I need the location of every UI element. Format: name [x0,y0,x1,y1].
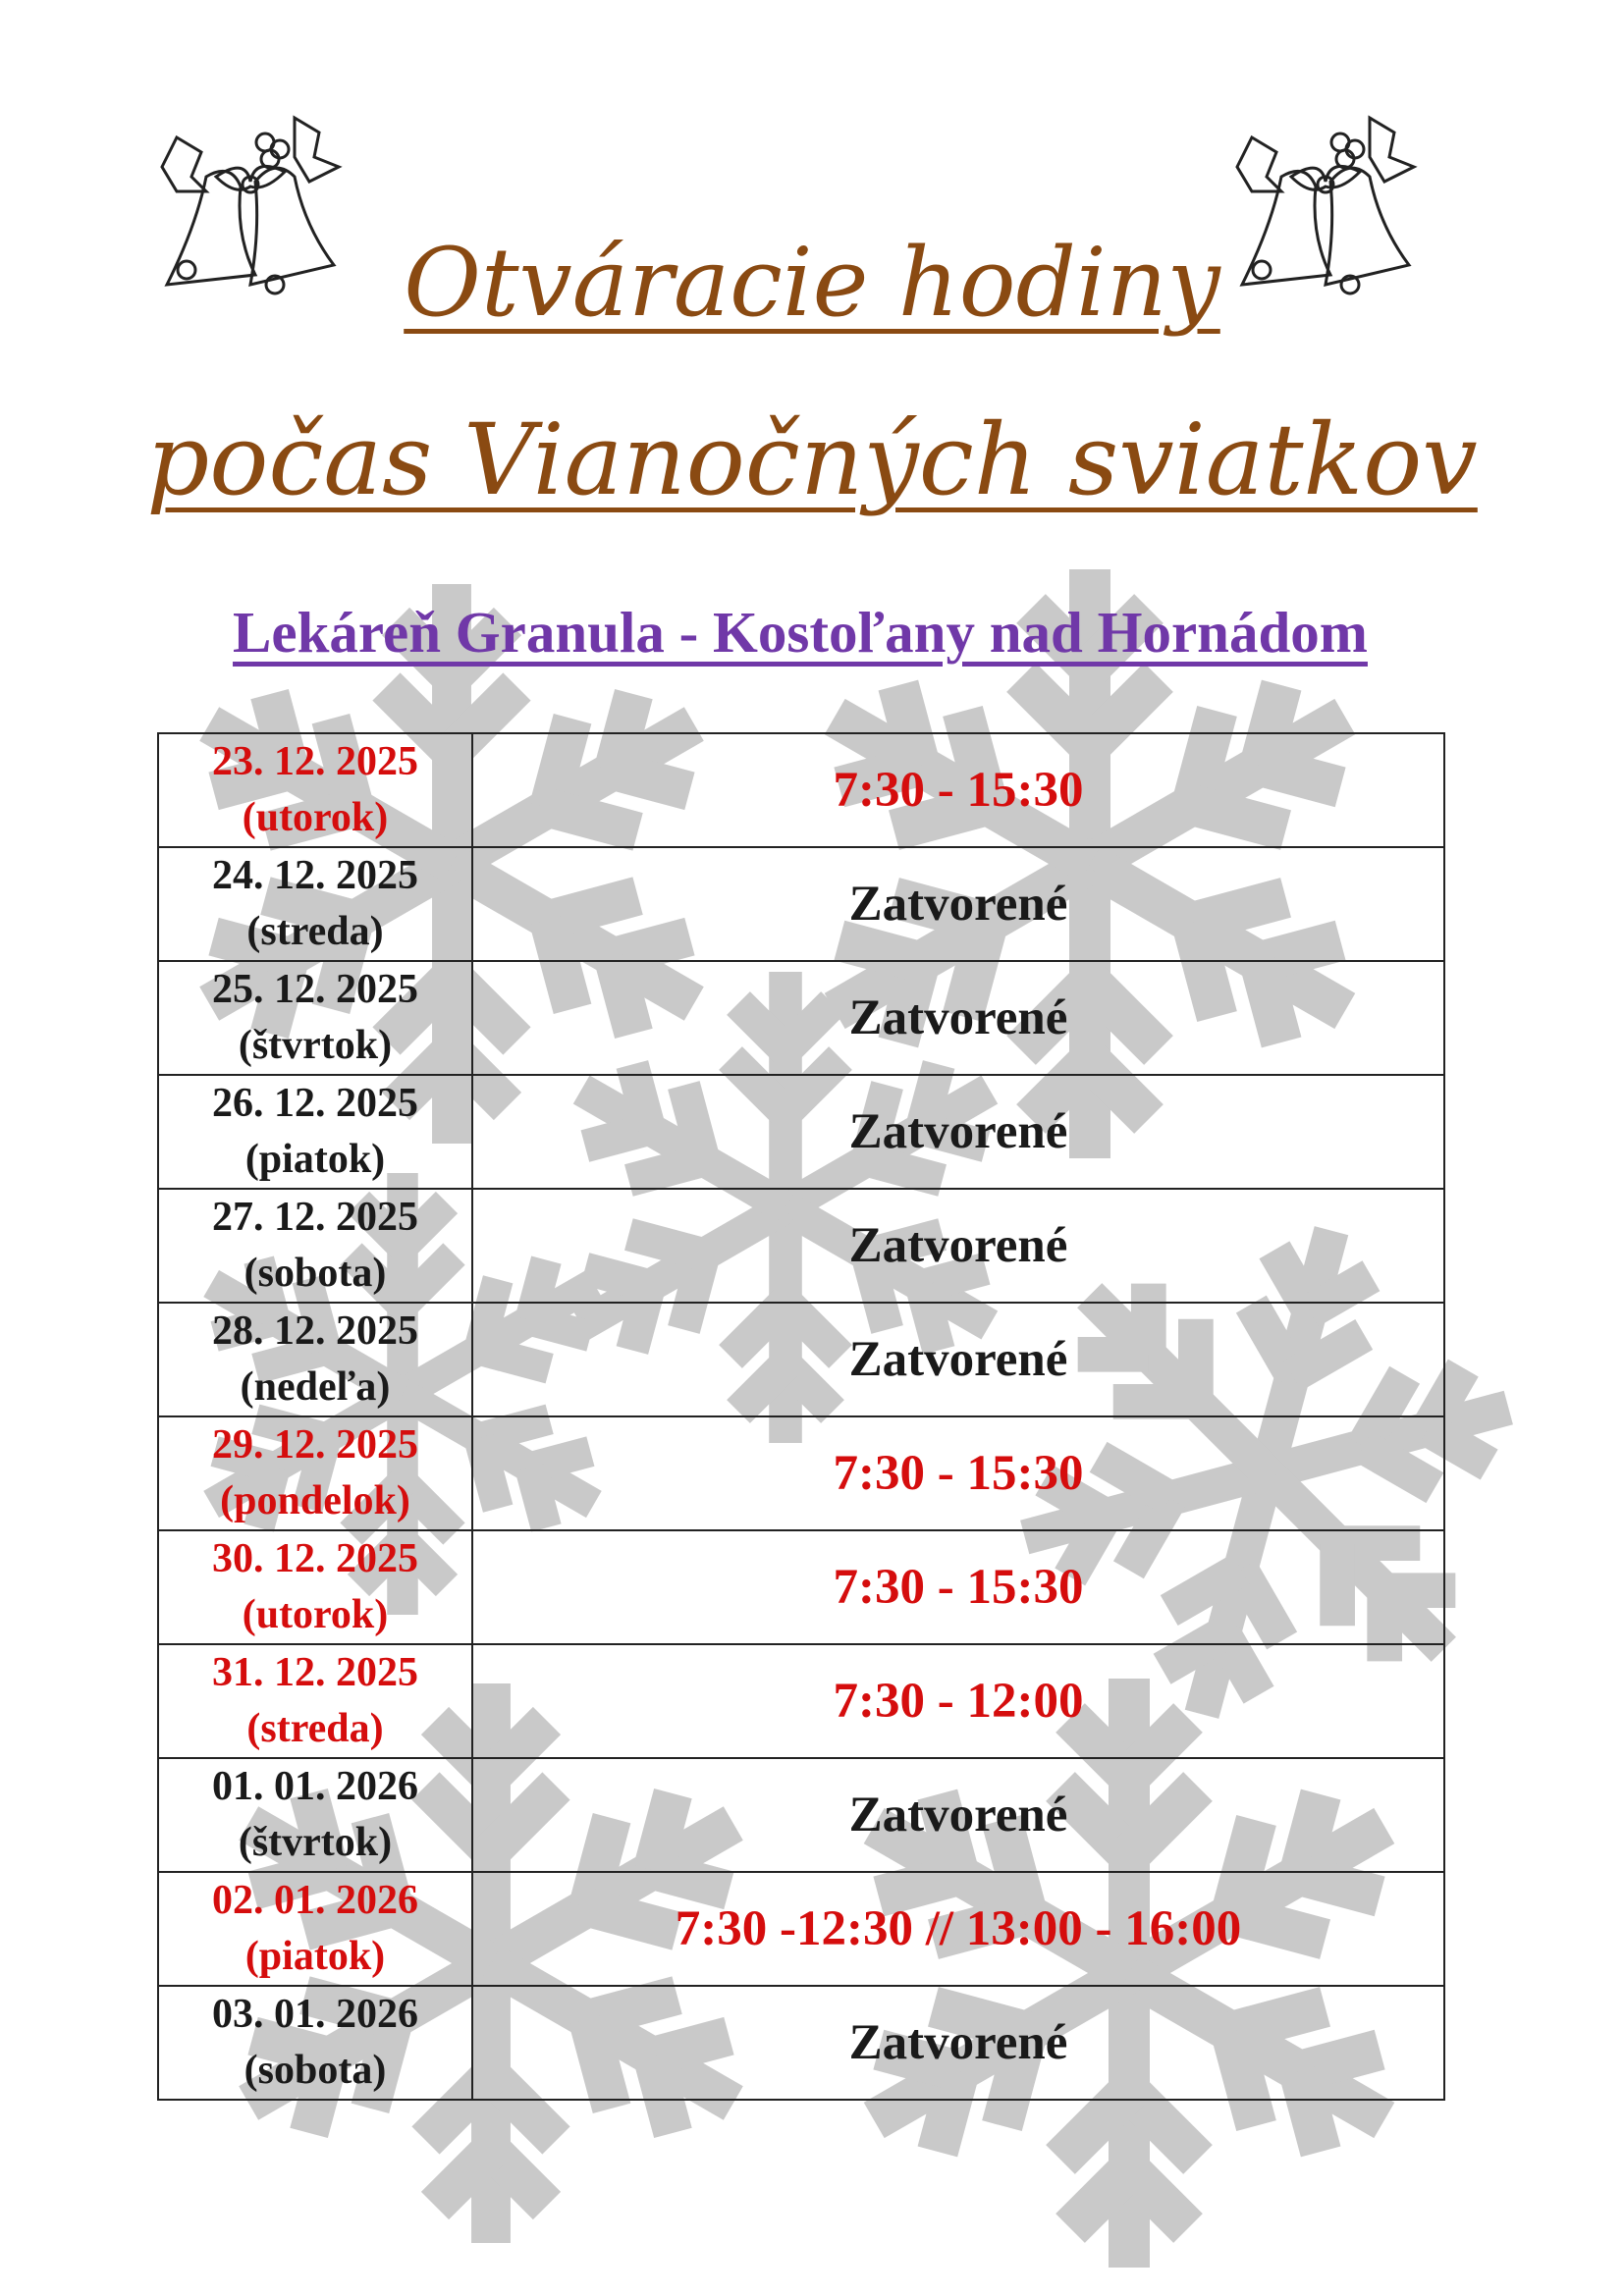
weekday-text: (utorok) [242,1592,389,1637]
table-row [158,847,1444,961]
date-text: 02. 01. 2026 [212,1878,418,1923]
table-row [158,1075,1444,1189]
opening-hours-table-body [158,733,1444,2100]
date-text: 27. 12. 2025 [212,1195,418,1240]
table-row [158,1872,1444,1986]
date-text: 01. 01. 2026 [212,1764,418,1809]
weekday-text: (piatok) [244,1137,386,1182]
opening-hours-cell: 7:30 - 15:30 [472,1416,1444,1530]
closed-cell: Zatvorené [472,1189,1444,1303]
weekday-text: (štvrtok) [238,1820,393,1865]
table-row [158,961,1444,1075]
title-line-2: počas Vianočných sviatkov [146,402,1478,517]
date-cell [158,1075,472,1189]
date-text: 25. 12. 2025 [212,967,418,1012]
date-cell [158,1986,472,2100]
weekday-text: (nedeľa) [240,1364,391,1410]
closed-cell: Zatvorené [472,1986,1444,2100]
date-cell [158,1303,472,1416]
table-row [158,1303,1444,1416]
date-cell [158,1189,472,1303]
weekday-text: (sobota) [244,2048,387,2093]
weekday-text: (utorok) [242,795,389,840]
date-cell [158,1530,472,1644]
date-text: 03. 01. 2026 [212,1992,418,2037]
date-cell [158,1758,472,1872]
table-row [158,1644,1444,1758]
date-text: 24. 12. 2025 [212,853,418,898]
closed-cell: Zatvorené [472,1758,1444,1872]
date-cell [158,1416,472,1530]
table-row [158,1530,1444,1644]
table-row [158,1189,1444,1303]
weekday-text: (pondelok) [220,1478,410,1523]
date-cell [158,847,472,961]
weekday-text: (streda) [246,1706,384,1751]
table-row [158,1416,1444,1530]
date-text: 23. 12. 2025 [212,739,418,784]
closed-cell: Zatvorené [472,847,1444,961]
page-title-line-2 [0,402,1624,517]
date-text: 30. 12. 2025 [212,1536,418,1581]
weekday-text: (štvrtok) [238,1023,393,1068]
closed-cell: Zatvorené [472,1075,1444,1189]
date-text: 28. 12. 2025 [212,1308,418,1354]
title-line-1: Otváracie hodiny [404,228,1220,338]
date-cell [158,961,472,1075]
date-cell [158,733,472,847]
date-text: 29. 12. 2025 [212,1422,418,1468]
pharmacy-name-text: Lekáreň Granula - Kostoľany nad Hornádom [233,600,1368,665]
opening-hours-table [157,732,1445,2101]
pharmacy-name [152,599,1448,667]
weekday-text: (streda) [246,909,384,954]
closed-cell: Zatvorené [472,1303,1444,1416]
table-row [158,733,1444,847]
date-cell [158,1872,472,1986]
opening-hours-cell: 7:30 - 15:30 [472,733,1444,847]
opening-hours-cell: 7:30 - 12:00 [472,1644,1444,1758]
closed-cell: Zatvorené [472,961,1444,1075]
date-cell [158,1644,472,1758]
date-text: 26. 12. 2025 [212,1081,418,1126]
opening-hours-cell: 7:30 -12:30 // 13:00 - 16:00 [472,1872,1444,1986]
page-title [0,228,1624,338]
weekday-text: (piatok) [244,1934,386,1979]
table-row [158,1758,1444,1872]
opening-hours-cell: 7:30 - 15:30 [472,1530,1444,1644]
weekday-text: (sobota) [244,1251,387,1296]
date-text: 31. 12. 2025 [212,1650,418,1695]
table-row [158,1986,1444,2100]
